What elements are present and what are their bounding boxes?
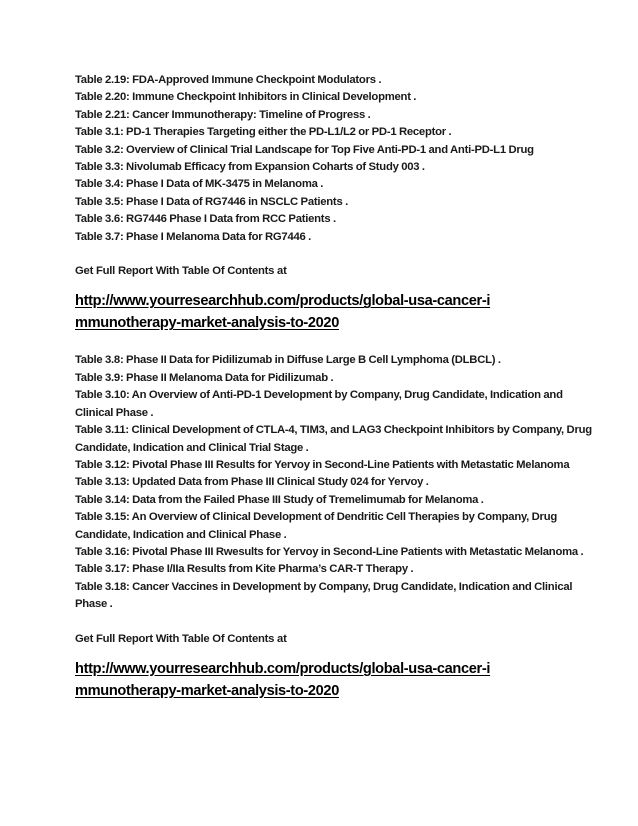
toc-item: Table 3.4: Phase I Data of MK-3475 in Melanoma . [75, 178, 324, 191]
toc-item: Table 3.16: Pivotal Phase III Rwesults for Yervoy in Second-Line Patients with Metastatic Melanoma . [75, 545, 584, 558]
toc-item: Table 3.14: Data from the Failed Phase III Study of Tremelimumab for Melanoma . [75, 493, 484, 506]
toc-list-1 [75, 72, 595, 246]
toc-item: Table 3.8: Phase II Data for Pidilizumab in Diffuse Large B Cell Lymphoma (DLBCL) . [75, 354, 501, 367]
toc-item: Table 3.1: PD-1 Therapies Targeting either the PD-L1/L2 or PD-1 Receptor . [75, 126, 452, 139]
toc-item: Table 3.15: An Overview of Clinical Development of Dendritic Cell Therapies by Company, Drug Candidate, Indication and Clinical Phase . [75, 511, 557, 541]
toc-item: Table 3.10: An Overview of Anti-PD-1 Development by Company, Drug Candidate, Indication and Clinical Phase . [75, 389, 563, 419]
report-link[interactable]: http://www.yourresearchhub.com/products/global-usa-cancer-immunotherapy-market-analysis-to-2020 [75, 660, 491, 699]
report-link[interactable]: http://www.yourresearchhub.com/products/global-usa-cancer-immunotherapy-market-analysis-to-2020 [75, 293, 491, 332]
toc-item: Table 3.7: Phase I Melanoma Data for RG7446 . [75, 230, 312, 243]
toc-item: Table 3.13: Updated Data from Phase III Clinical Study 024 for Yervoy . [75, 476, 429, 489]
toc-item: Table 3.12: Pivotal Phase III Results for Yervoy in Second-Line Patients with Metastatic Melanoma [75, 458, 570, 471]
toc-item: Table 3.9: Phase II Melanoma Data for Pidilizumab . [75, 371, 334, 384]
toc-item: Table 2.20: Immune Checkpoint Inhibitors in Clinical Development . [75, 91, 417, 104]
toc-item: Table 2.21: Cancer Immunotherapy: Timeline of Progress . [75, 108, 371, 121]
full-report-prompt: Get Full Report With Table Of Contents at [75, 265, 287, 278]
toc-list-2 [75, 352, 595, 613]
toc-item: Table 2.19: FDA-Approved Immune Checkpoint Modulators . [75, 74, 382, 86]
toc-item: Table 3.2: Overview of Clinical Trial Landscape for Top Five Anti-PD-1 and Anti-PD-L1 Drug [75, 143, 534, 156]
toc-item: Table 3.6: RG7446 Phase I Data from RCC Patients . [75, 213, 336, 226]
toc-item: Table 3.11: Clinical Development of CTLA-4, TIM3, and LAG3 Checkpoint Inhibitors by Company, Drug Candidate, Indication and Clinical Trial Stage . [75, 424, 592, 454]
document-page [75, 72, 595, 702]
full-report-prompt: Get Full Report With Table Of Contents at [75, 632, 287, 645]
toc-item: Table 3.18: Cancer Vaccines in Development by Company, Drug Candidate, Indication and Clinical Phase . [75, 580, 573, 611]
toc-item: Table 3.17: Phase I/IIa Results from Kite Pharma’s CAR-T Therapy . [75, 563, 414, 576]
toc-item: Table 3.3: Nivolumab Efficacy from Expansion Coharts of Study 003 . [75, 161, 425, 174]
toc-item: Table 3.5: Phase I Data of RG7446 in NSCLC Patients . [75, 195, 348, 208]
